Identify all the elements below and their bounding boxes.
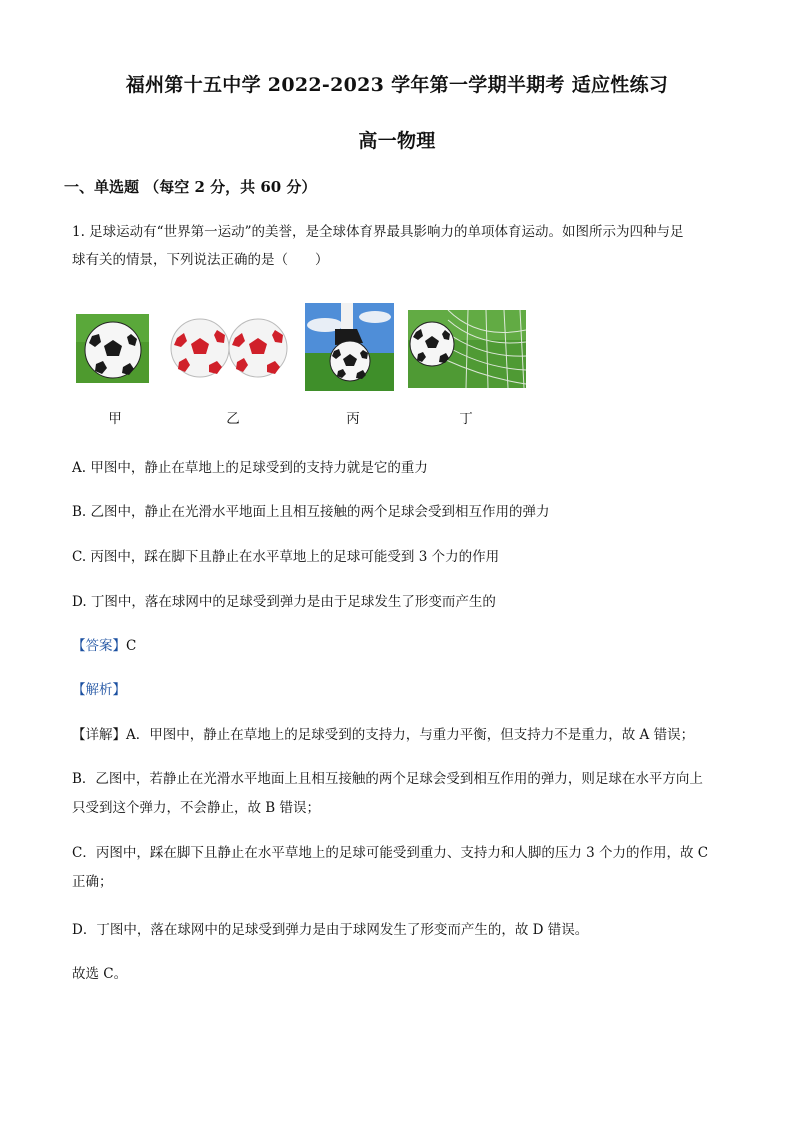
question-stem-line-2: 球有关的情景，下列说法正确的是（ ） bbox=[72, 252, 329, 268]
analysis-detail-line-c2: 正确； bbox=[72, 874, 113, 890]
detail-tag: 【详解】 bbox=[72, 727, 126, 743]
figure-label-yi: 乙 bbox=[226, 411, 240, 427]
analysis-heading bbox=[72, 678, 126, 698]
answer-value: C bbox=[126, 638, 137, 654]
analysis-text-a: A．甲图中，静止在草地上的足球受到的支持力，与重力平衡，但支持力不是重力，故 A 错误； bbox=[126, 727, 695, 743]
figure-ding bbox=[408, 310, 526, 388]
option-a: A. 甲图中，静止在草地上的足球受到的支持力就是它的重力 bbox=[72, 460, 428, 476]
option-b: B. 乙图中，静止在光滑水平地面上且相互接触的两个足球会受到相互作用的弹力 bbox=[72, 504, 550, 520]
analysis-tag: 【解析】 bbox=[72, 682, 126, 698]
soccer-ball-in-net-icon bbox=[408, 310, 526, 388]
figure-jia bbox=[76, 314, 149, 383]
figure-label-jia: 甲 bbox=[108, 411, 122, 427]
page-subtitle: 高一物理 bbox=[358, 130, 436, 152]
figure-label-bing: 丙 bbox=[346, 411, 360, 427]
answer-tag: 【答案】 bbox=[72, 638, 126, 654]
answer-line bbox=[72, 634, 136, 654]
analysis-detail-line-b1: B．乙图中，若静止在光滑水平地面上且相互接触的两个足球会受到相互作用的弹力，则足球在水平方向上 bbox=[72, 771, 703, 787]
analysis-detail-line-a bbox=[72, 723, 694, 743]
foot-on-soccer-ball-icon bbox=[305, 303, 394, 391]
analysis-conclusion: 故选 C。 bbox=[72, 966, 128, 982]
option-d: D. 丁图中，落在球网中的足球受到弹力是由于足球发生了形变而产生的 bbox=[72, 594, 496, 610]
soccer-ball-on-grass-icon bbox=[76, 314, 149, 383]
option-c: C. 丙图中，踩在脚下且静止在水平草地上的足球可能受到 3 个力的作用 bbox=[72, 549, 500, 565]
figure-bing bbox=[305, 303, 394, 391]
analysis-detail-line-d: D．丁图中，落在球网中的足球受到弹力是由于球网发生了形变而产生的，故 D 错误。 bbox=[72, 922, 589, 938]
analysis-detail-line-c1: C．丙图中，踩在脚下且静止在水平草地上的足球可能受到重力、支持力和人脚的压力 3 个力的作用，故 C bbox=[72, 845, 709, 861]
page-title: 福州第十五中学 2022-2023 学年第一学期半期考 适应性练习 bbox=[125, 74, 669, 96]
analysis-detail-line-b2: 只受到这个弹力，不会静止，故 B 错误； bbox=[72, 800, 321, 816]
question-stem-line-1: 1. 足球运动有“世界第一运动”的美誉，是全球体育界最具影响力的单项体育运动。如图所示为四种与足 bbox=[72, 224, 684, 240]
figure-label-ding: 丁 bbox=[459, 411, 473, 427]
two-red-soccer-balls-icon bbox=[169, 318, 289, 378]
figure-yi bbox=[169, 318, 289, 378]
section-heading: 一、单选题 （每空 2 分，共 60 分） bbox=[64, 178, 317, 196]
